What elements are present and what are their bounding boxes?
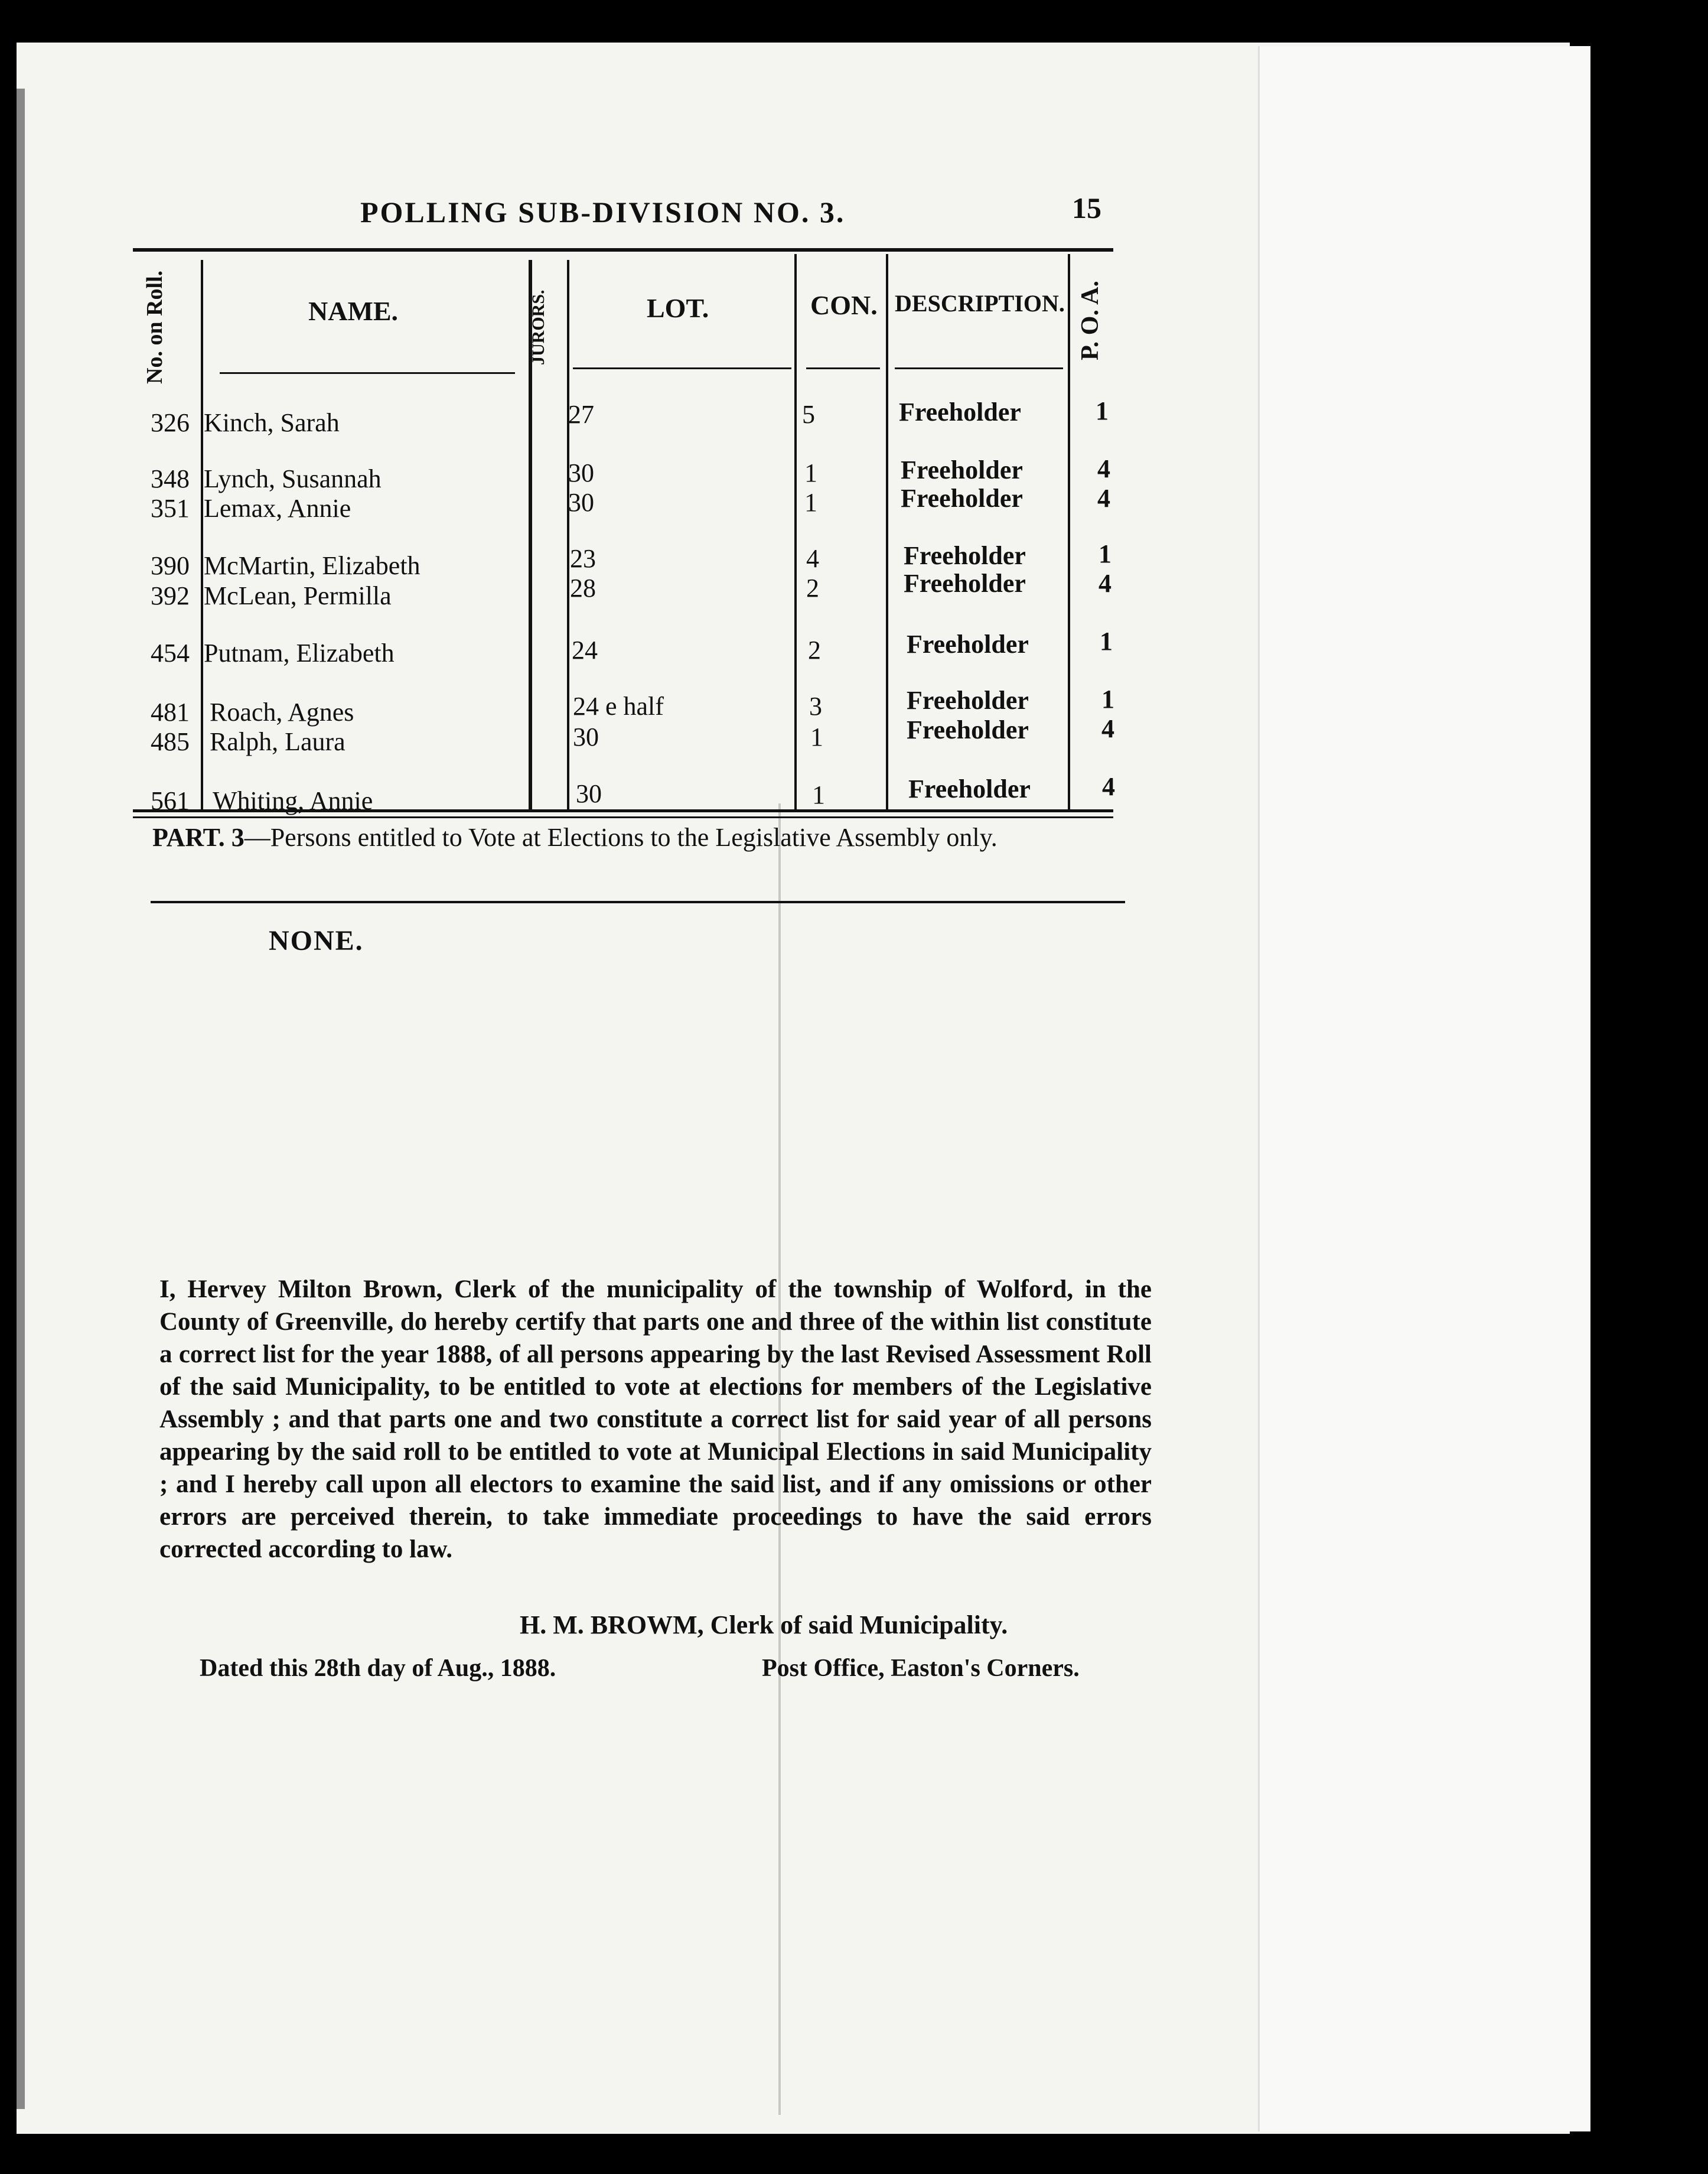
voter-name: Roach, Agnes (210, 698, 354, 727)
description: Freeholder (901, 455, 1023, 484)
column-divider (1068, 254, 1070, 809)
concession: 5 (802, 400, 815, 429)
concession: 1 (812, 780, 825, 809)
part3-label: PART. 3 (152, 823, 245, 852)
description: Freeholder (899, 398, 1021, 427)
header-underline (806, 367, 880, 369)
concession: 2 (808, 636, 821, 665)
description: Freeholder (907, 630, 1029, 659)
post-office-code: 1 (1101, 685, 1114, 714)
description: Freeholder (907, 715, 1029, 744)
voter-name: Ralph, Laura (210, 727, 345, 756)
concession: 1 (810, 723, 823, 751)
header-underline (573, 367, 791, 369)
voter-name: McLean, Permilla (204, 581, 392, 610)
part3-rule (151, 901, 1125, 903)
description: Freeholder (908, 774, 1031, 803)
voter-name: Whiting, Annie (213, 786, 373, 815)
post-office-code: 1 (1100, 627, 1113, 656)
column-header-jurors: JURORS. (529, 289, 548, 365)
description: Freeholder (904, 569, 1026, 598)
date-line: Dated this 28th day of Aug., 1888. (200, 1655, 556, 1682)
lot: 30 (573, 723, 599, 751)
concession: 4 (806, 544, 819, 573)
post-office-code: 4 (1097, 484, 1110, 513)
post-office-code: 4 (1097, 454, 1110, 483)
column-divider (794, 254, 797, 809)
page-title: POLLING SUB-DIVISION NO. 3. (360, 196, 846, 229)
header-underline (220, 372, 515, 374)
post-office-code: 4 (1099, 569, 1111, 598)
concession: 1 (804, 458, 817, 487)
table-bottom-rule-2 (133, 816, 1113, 818)
column-divider (567, 260, 569, 809)
voter-name: Lemax, Annie (204, 494, 351, 523)
column-header-lot: LOT. (647, 293, 709, 323)
concession: 3 (809, 692, 822, 721)
voter-name: Lynch, Susannah (204, 464, 382, 493)
roll-number: 390 (151, 551, 190, 580)
roll-number: 351 (151, 494, 190, 523)
table-top-rule (133, 248, 1113, 252)
clerk-signature: H. M. BROWM, Clerk of said Municipality. (520, 1610, 1008, 1639)
description: Freeholder (907, 686, 1029, 715)
roll-number: 485 (151, 727, 190, 756)
column-divider (886, 254, 888, 809)
voter-name: McMartin, Elizabeth (204, 551, 421, 580)
post-office-code: 4 (1102, 772, 1115, 801)
lot: 24 (572, 636, 598, 665)
voter-name: Putnam, Elizabeth (204, 639, 395, 668)
header-underline (895, 367, 1063, 369)
binding-shadow (17, 89, 25, 2109)
column-header-description: DESCRIPTION. (895, 290, 1065, 317)
part3-heading (152, 821, 1121, 854)
column-header-con: CON. (810, 290, 878, 320)
description: Freeholder (904, 541, 1026, 570)
post-office-line: Post Office, Easton's Corners. (762, 1655, 1080, 1682)
clerk-certificate: I, Hervey Milton Brown, Clerk of the municipality of the township of Wolford, in the County of Greenville, do hereby certify that parts one and three of the within list constitute a correct list for the year 1888, of all persons appearing by the last Revised Assessment Roll of the said Municipality, to be entitled to vote at elections for members of the Legislative Assembly ; and that parts one and two constitute a correct list for said year of all persons appearing by the said roll to be entitled to vote at Municipal Elections in said Municipality ; and I hereby call upon all electors to examine the said list, and if any omissions or other errors are perceived therein, to take immediate proceedings to have the said errors corrected according to law. (159, 1275, 1152, 1563)
lot: 27 (568, 400, 594, 429)
lot: 30 (568, 458, 594, 487)
concession: 2 (806, 574, 819, 603)
page-number: 15 (1072, 191, 1101, 224)
lot: 30 (576, 779, 602, 808)
roll-number: 481 (151, 698, 190, 727)
roll-number: 348 (151, 464, 190, 493)
roll-number: 392 (151, 581, 190, 610)
column-header-roll: No. on Roll. (142, 270, 167, 384)
column-divider (201, 260, 203, 809)
roll-number: 454 (151, 639, 190, 668)
lot: 23 (570, 544, 596, 573)
lot: 28 (570, 574, 596, 603)
lot: 30 (568, 488, 594, 517)
facing-page-edge (1258, 46, 1590, 2131)
post-office-code: 1 (1099, 539, 1111, 568)
part3-text: —Persons entitled to Vote at Elections to the Legislative Assembly only. (244, 823, 998, 852)
roll-number: 561 (151, 786, 190, 815)
concession: 1 (804, 488, 817, 517)
voter-name: Kinch, Sarah (204, 408, 340, 437)
post-office-code: 1 (1096, 396, 1109, 425)
roll-number: 326 (151, 408, 190, 437)
description: Freeholder (901, 484, 1023, 513)
lot: 24 e half (573, 692, 664, 721)
column-header-poa: P. O. A. (1077, 281, 1104, 360)
part3-none: NONE. (269, 925, 364, 956)
column-header-name: NAME. (308, 296, 399, 326)
post-office-code: 4 (1101, 714, 1114, 743)
